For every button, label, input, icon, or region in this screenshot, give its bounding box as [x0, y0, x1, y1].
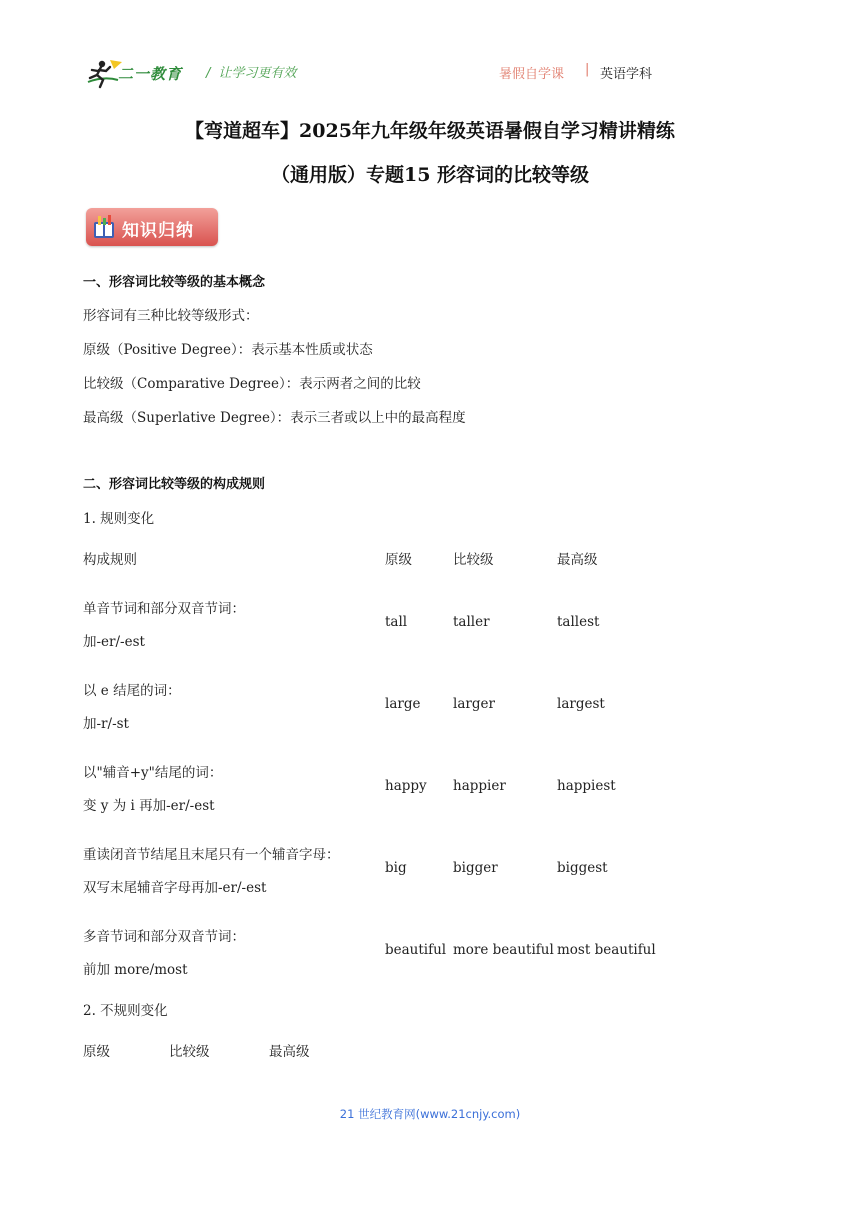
rule-text: 多音节词和部分双音节词：: [83, 929, 245, 945]
positive-cell: happy: [385, 778, 427, 794]
slogan: / 让学习更有效: [206, 66, 297, 81]
section1-line: 比较级（Comparative Degree）：表示两者之间的比较: [83, 376, 421, 392]
badge-label: 知识归纳: [122, 221, 194, 241]
comparative-cell: happier: [453, 778, 506, 794]
subject-label: 英语学科: [600, 67, 653, 82]
header-separator: |: [585, 62, 590, 77]
comparative-cell: more beautiful: [453, 942, 554, 958]
table-header-cell: 比较级: [169, 1044, 210, 1060]
rule-text: 变 y 为 i 再加-er/-est: [83, 798, 215, 814]
comparative-cell: taller: [453, 614, 490, 630]
knowledge-summary-badge: [86, 208, 218, 246]
table-header-cell: 构成规则: [83, 552, 137, 568]
rule-text: 前加 more/most: [83, 962, 188, 978]
section2-heading: 二、形容词比较等级的构成规则: [83, 477, 266, 492]
rule-text: 以 e 结尾的词：: [83, 683, 181, 699]
table-header-cell: 最高级: [557, 552, 598, 568]
section1-line: 形容词有三种比较等级形式：: [83, 308, 259, 324]
document-title-line1: 【弯道超车】2025年九年级年级英语暑假自学习精讲精练: [185, 120, 675, 142]
page-header: [0, 0, 860, 100]
slogan-text: 让学习更有效: [218, 66, 297, 81]
superlative-cell: happiest: [557, 778, 616, 794]
rule-text: 单音节词和部分双音节词：: [83, 601, 245, 617]
course-label: 暑假自学课: [499, 67, 565, 82]
section1-line: 最高级（Superlative Degree）：表示三者或以上中的最高程度: [83, 410, 466, 426]
superlative-cell: largest: [557, 696, 605, 712]
rule-text: 加-r/-st: [83, 716, 129, 732]
superlative-cell: biggest: [557, 860, 608, 876]
rule-text: 以"辅音+y"结尾的词：: [83, 765, 223, 781]
superlative-cell: most beautiful: [557, 942, 656, 958]
positive-cell: beautiful: [385, 942, 447, 958]
table-header-cell: 最高级: [269, 1044, 310, 1060]
comparative-cell: bigger: [453, 860, 498, 876]
table-header-cell: 原级: [83, 1044, 110, 1060]
superlative-cell: tallest: [557, 614, 600, 630]
positive-cell: large: [385, 696, 421, 712]
comparative-cell: larger: [453, 696, 495, 712]
rule-text: 重读闭音节结尾且末尾只有一个辅音字母：: [83, 847, 340, 863]
section1-heading: 一、形容词比较等级的基本概念: [83, 275, 266, 290]
table-header-cell: 原级: [385, 552, 412, 568]
regular-change-title: 1. 规则变化: [83, 511, 155, 527]
positive-cell: tall: [385, 614, 408, 630]
rule-text: 加-er/-est: [83, 634, 145, 650]
logo-text: 二一教育: [118, 65, 183, 83]
table-header-cell: 比较级: [453, 552, 494, 568]
positive-cell: big: [385, 860, 407, 876]
section1-line: 原级（Positive Degree）：表示基本性质或状态: [83, 342, 373, 358]
page-footer: 21 世纪教育网(www.21cnjy.com): [339, 1107, 521, 1121]
book-icon: [92, 214, 116, 240]
document-title-line2: （通用版）专题15 形容词的比较等级: [270, 164, 590, 186]
irregular-change-title: 2. 不规则变化: [83, 1003, 168, 1019]
rule-text: 双写末尾辅音字母再加-er/-est: [83, 880, 267, 896]
